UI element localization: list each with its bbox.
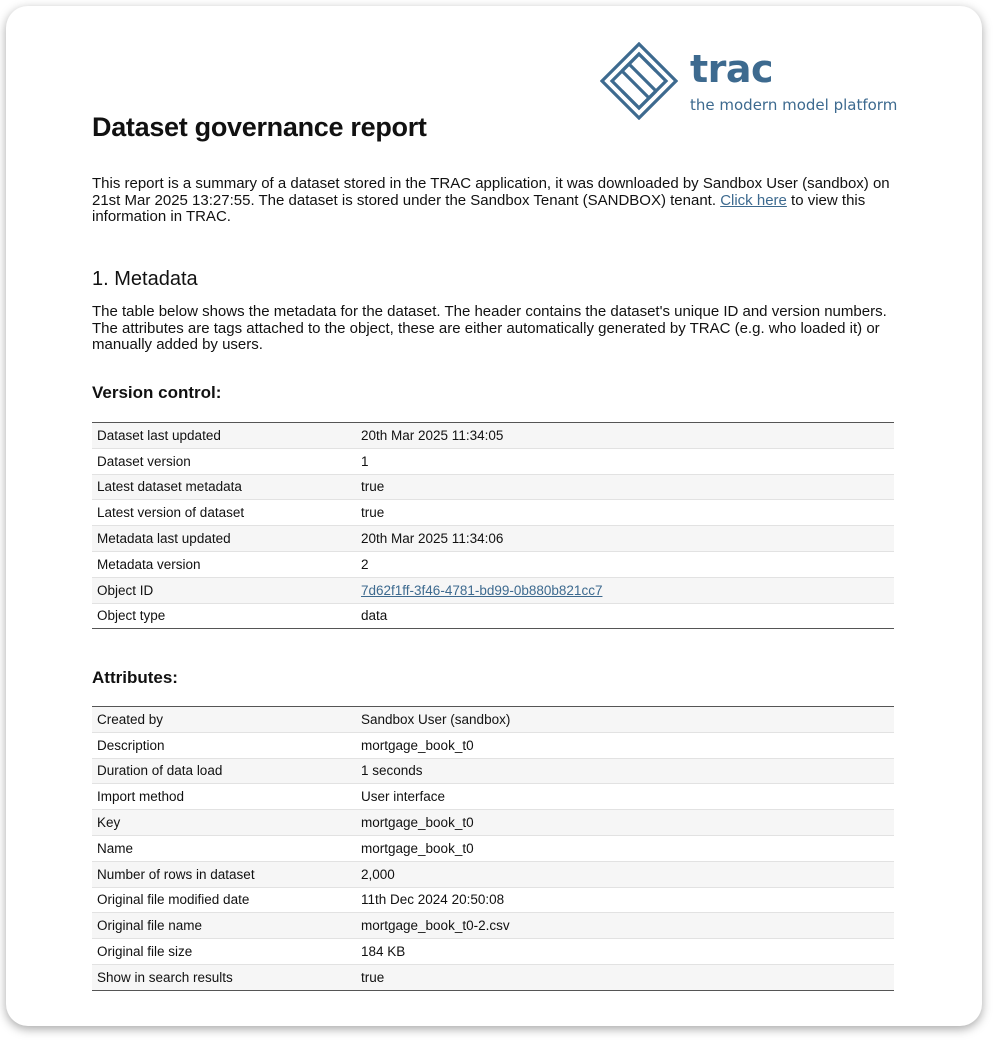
- version-control-table: [92, 422, 894, 629]
- table-row: [92, 835, 894, 861]
- table-row: [92, 784, 894, 810]
- row-key: Original file size: [92, 939, 356, 965]
- row-key: Dataset version: [92, 448, 356, 474]
- logo-tagline: the modern model platform: [690, 96, 898, 114]
- report-page: [6, 6, 982, 1026]
- row-value: mortgage_book_t0: [356, 732, 894, 758]
- table-row: [92, 939, 894, 965]
- attributes-heading: Attributes:: [92, 668, 178, 687]
- row-value: 1 seconds: [356, 758, 894, 784]
- row-value: 2,000: [356, 861, 894, 887]
- row-key: Dataset last updated: [92, 423, 356, 449]
- page-title: Dataset governance report: [92, 112, 427, 142]
- row-value: mortgage_book_t0: [356, 810, 894, 836]
- row-value: 11th Dec 2024 20:50:08: [356, 887, 894, 913]
- click-here-link[interactable]: Click here: [720, 191, 787, 209]
- row-value: true: [356, 474, 894, 500]
- row-key: Metadata last updated: [92, 526, 356, 552]
- intro-text: This report is a summary of a dataset stored in the TRAC application, it was downloaded by Sandbox User (sandbox) on 21st Mar 2025 13:27:55. The dataset is stored under the Sandbox Tenant (SANDBOX) tenant.: [92, 175, 890, 209]
- table-row: [92, 577, 894, 603]
- row-value: mortgage_book_t0-2.csv: [356, 913, 894, 939]
- row-value: mortgage_book_t0: [356, 835, 894, 861]
- row-key: Duration of data load: [92, 758, 356, 784]
- row-key: Object type: [92, 603, 356, 629]
- row-key: Key: [92, 810, 356, 836]
- row-key: Description: [92, 732, 356, 758]
- table-row: [92, 474, 894, 500]
- row-value: User interface: [356, 784, 894, 810]
- intro-text-end: to view this information in TRAC.: [92, 191, 866, 225]
- section-heading-metadata: 1. Metadata: [92, 268, 198, 290]
- row-value: Sandbox User (sandbox): [356, 707, 894, 733]
- attributes-table: [92, 706, 894, 991]
- row-key: Import method: [92, 784, 356, 810]
- object-id-link[interactable]: 7d62f1ff-3f46-4781-bd99-0b880b821cc7: [361, 582, 603, 598]
- table-row: [92, 758, 894, 784]
- row-key: Show in search results: [92, 964, 356, 990]
- logo-wordmark: trac: [690, 47, 774, 91]
- row-key: Metadata version: [92, 551, 356, 577]
- table-row: [92, 423, 894, 449]
- table-row: [92, 448, 894, 474]
- row-key: Original file name: [92, 913, 356, 939]
- row-key: Number of rows in dataset: [92, 861, 356, 887]
- row-key: Latest version of dataset: [92, 500, 356, 526]
- row-value: true: [356, 500, 894, 526]
- table-row: [92, 732, 894, 758]
- row-value: 184 KB: [356, 939, 894, 965]
- version-control-heading: Version control:: [92, 383, 222, 402]
- table-row: [92, 500, 894, 526]
- trac-logo: [600, 42, 900, 132]
- row-key: Name: [92, 835, 356, 861]
- row-value: 2: [356, 551, 894, 577]
- trac-logo-icon: [600, 42, 678, 120]
- table-row: [92, 913, 894, 939]
- table-row: [92, 887, 894, 913]
- intro-paragraph: [92, 176, 894, 226]
- row-value: [356, 577, 894, 603]
- table-row: [92, 603, 894, 629]
- row-value: 1: [356, 448, 894, 474]
- row-value: 20th Mar 2025 11:34:06: [356, 526, 894, 552]
- table-row: [92, 861, 894, 887]
- table-row: [92, 810, 894, 836]
- row-key: Latest dataset metadata: [92, 474, 356, 500]
- row-value: 20th Mar 2025 11:34:05: [356, 423, 894, 449]
- table-row: [92, 707, 894, 733]
- row-key: Created by: [92, 707, 356, 733]
- section-description: The table below shows the metadata for the dataset. The header contains the dataset's unique ID and version numbers. The attributes are tags attached to the object, these are either automatically generated by TRAC (e.g. who loaded it) or manually added by users.: [92, 303, 887, 353]
- row-value: data: [356, 603, 894, 629]
- table-row: [92, 526, 894, 552]
- table-row: [92, 964, 894, 990]
- row-key: Original file modified date: [92, 887, 356, 913]
- row-value: true: [356, 964, 894, 990]
- table-row: [92, 551, 894, 577]
- row-key: Object ID: [92, 577, 356, 603]
